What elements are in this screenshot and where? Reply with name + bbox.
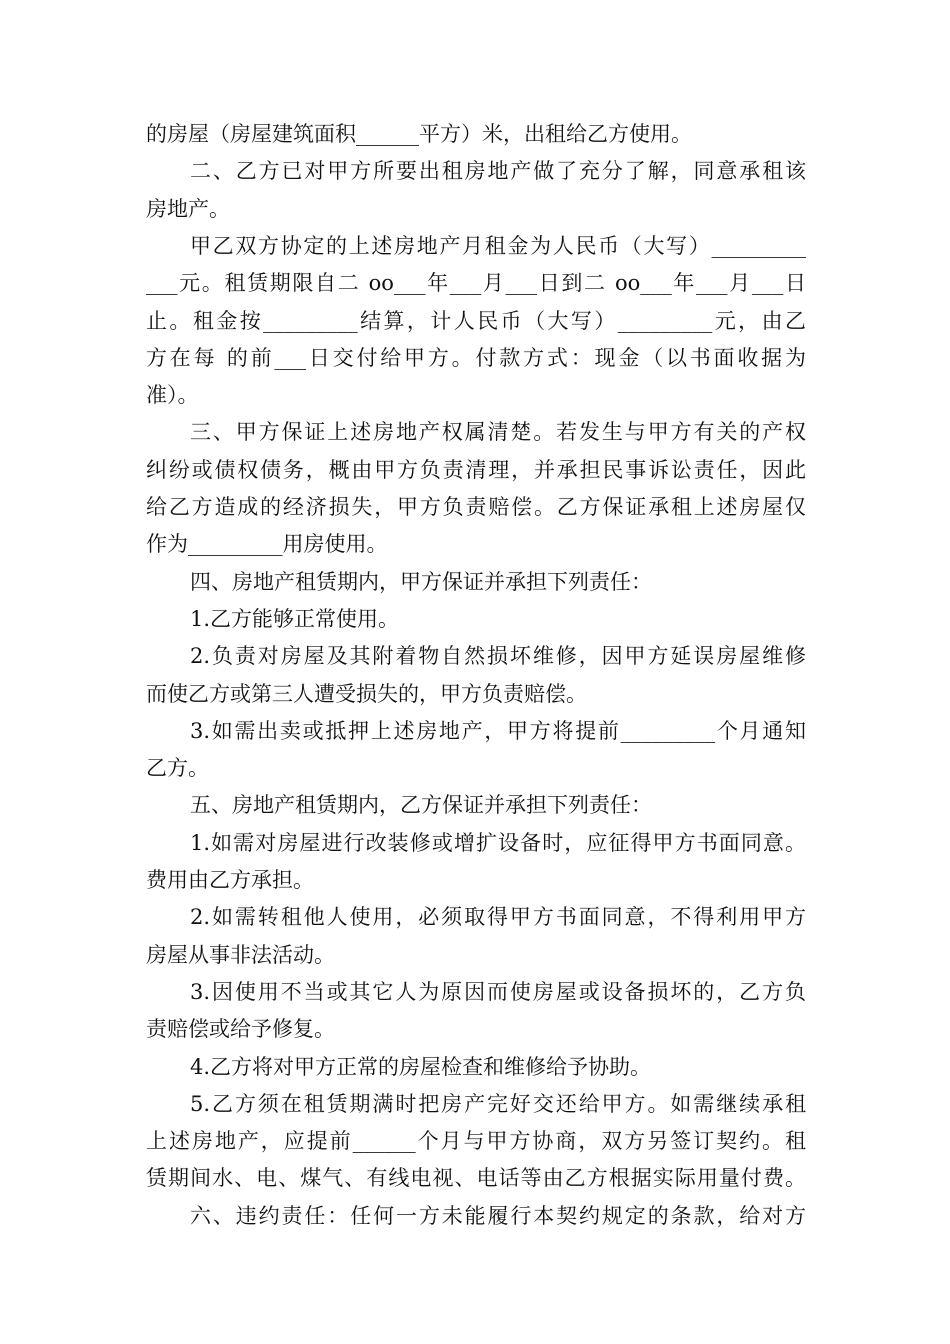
- paragraph-line: 纠纷或债权债务，概由甲方负责清理，并承担民事诉讼责任，因此: [146, 458, 806, 482]
- paragraph-line: 二、乙方已对甲方所要出租房地产做了充分了解，同意承租该: [190, 159, 806, 183]
- paragraph-line: 房地产。: [146, 197, 230, 221]
- paragraph-line: ___元。租赁期限自二 oo___年___月___日到二 oo___年___月___日: [146, 271, 806, 295]
- paragraph-line: 费用由乙方承担。: [146, 868, 314, 892]
- paragraph-line: 方在每 的前___日交付给甲方。付款方式：现金（以书面收据为: [146, 346, 806, 370]
- paragraph-line: 上述房地产，应提前______个月与甲方协商，双方另签订契约。租: [146, 1129, 806, 1153]
- paragraph-line: 2.如需转租他人使用，必须取得甲方书面同意，不得利用甲方: [190, 905, 806, 929]
- paragraph-line: 2.负责对房屋及其附着物自然损坏维修，因甲方延误房屋维修: [190, 644, 806, 668]
- paragraph-line: 五、房地产租赁期内，乙方保证并承担下列责任：: [190, 793, 652, 817]
- paragraph-line: 乙方。: [146, 756, 209, 780]
- paragraph-line: 房屋从事非法活动。: [146, 943, 335, 967]
- paragraph-line: 给乙方造成的经济损失，甲方负责赔偿。乙方保证承租上述房屋仅: [146, 495, 806, 519]
- paragraph-line: 甲乙双方协定的上述房地产月租金为人民币（大写）_________: [190, 234, 806, 258]
- paragraph-line: 三、甲方保证上述房地产权属清楚。若发生与甲方有关的产权: [190, 420, 806, 444]
- paragraph-line: 赁期间水、电、煤气、有线电视、电话等由乙方根据实际用量付费。: [146, 1166, 806, 1190]
- paragraph-line: 六、违约责任：任何一方未能履行本契约规定的条款，给对方: [190, 1204, 806, 1228]
- paragraph-line: 的房屋（房屋建筑面积______平方）米，出租给乙方使用。: [146, 122, 692, 146]
- paragraph-line: 准）。: [146, 383, 199, 407]
- paragraph-line: 止。租金按_________结算，计人民币（大写）_________元，由乙: [146, 309, 806, 333]
- paragraph-line: 1.乙方能够正常使用。: [190, 607, 400, 631]
- paragraph-line: 四、房地产租赁期内，甲方保证并承担下列责任：: [190, 570, 652, 594]
- paragraph-line: 3.因使用不当或其它人为原因而使房屋或设备损坏的，乙方负: [190, 980, 806, 1004]
- paragraph-line: 1.如需对房屋进行改装修或增扩设备时，应征得甲方书面同意。: [190, 831, 806, 855]
- paragraph-line: 作为_________用房使用。: [146, 532, 388, 556]
- paragraph-line: 4.乙方将对甲方正常的房屋检查和维修给予协助。: [190, 1055, 652, 1079]
- paragraph-line: 3.如需出卖或抵押上述房地产，甲方将提前_________个月通知: [190, 719, 806, 743]
- paragraph-line: 5.乙方须在租赁期满时把房产完好交还给甲方。如需继续承租: [190, 1092, 806, 1116]
- paragraph-line: 责赔偿或给予修复。: [146, 1017, 335, 1041]
- paragraph-line: 而使乙方或第三人遭受损失的，甲方负责赔偿。: [146, 682, 587, 706]
